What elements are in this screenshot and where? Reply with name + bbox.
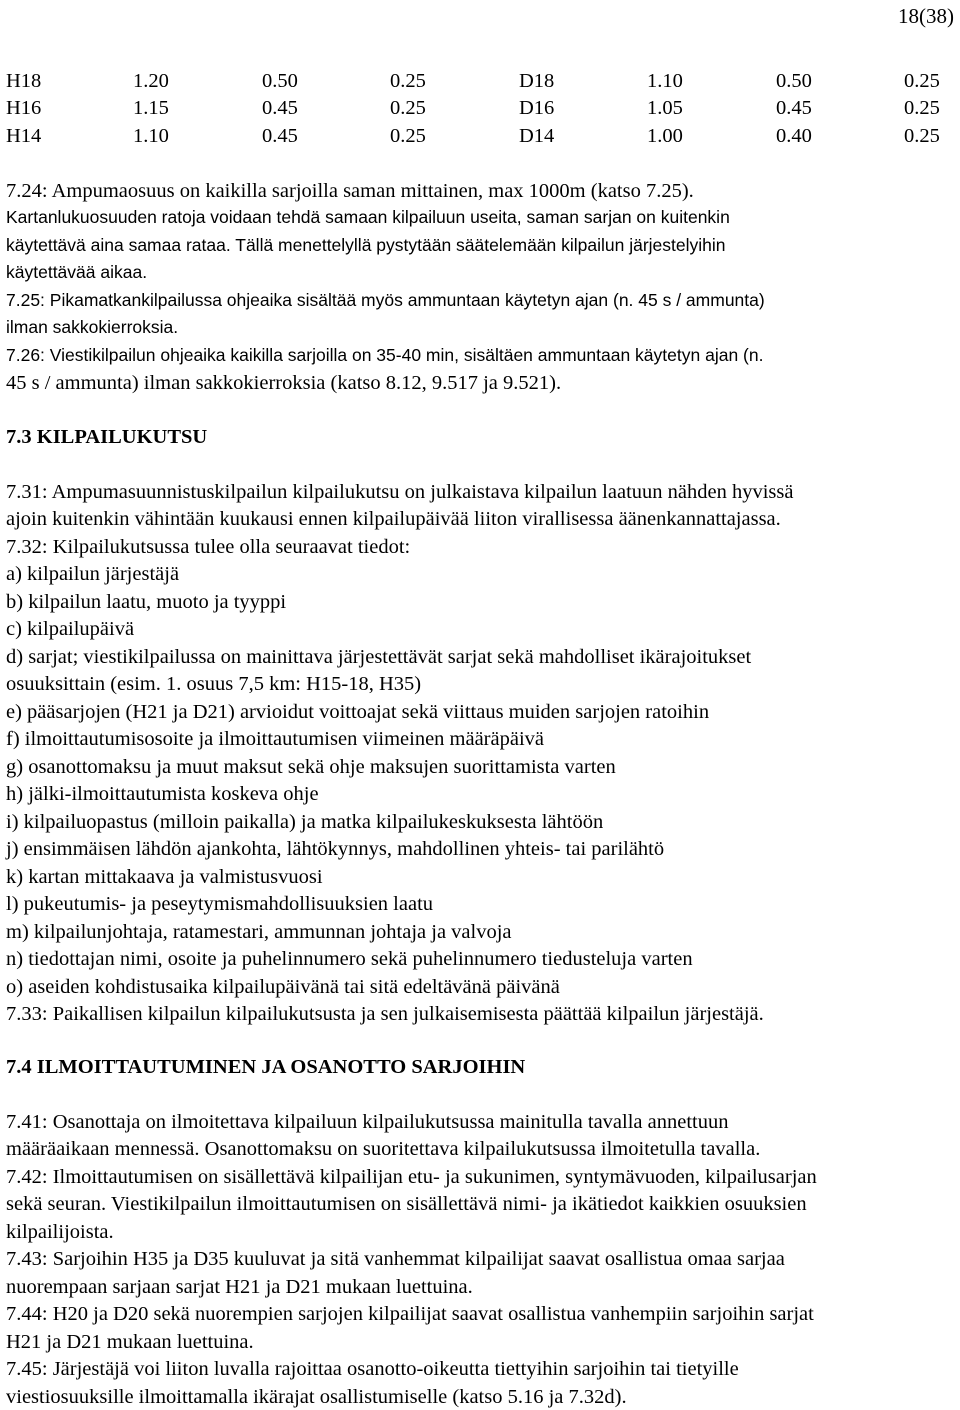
text-line: a) kilpailun järjestäjä	[6, 563, 180, 585]
text-line: o) aseiden kohdistusaika kilpailupäivänä tai sitä edeltävänä päivänä	[6, 976, 560, 998]
text-line: 7.26: Viestikilpailun ohjeaika kaikilla sarjoilla on 35-40 min, sisältäen ammuntaan käytetyn ajan (n.	[6, 345, 764, 365]
text-line: 7.25: Pikamatkankilpailussa ohjeaika sisältää myös ammuntaan käytetyn ajan (n. 45 s / ammunta)	[6, 290, 765, 310]
section-heading: 7.4 ILMOITTAUTUMINEN JA OSANOTTO SARJOIHIN	[6, 1056, 526, 1078]
page-number: 18(38)	[898, 4, 954, 28]
table-cell: 0.45	[262, 125, 298, 147]
text-line: 7.42: Ilmoittautumisen on sisällettävä kilpailijan etu- ja sukunimen, syntymävuoden, kilpailusarjan	[6, 1166, 817, 1188]
text-line: m) kilpailunjohtaja, ratamestari, ammunnan johtaja ja valvoja	[6, 921, 512, 943]
text-line: viestiosuuksille ilmoittamalla ikärajat osallistumiselle (katso 5.16 ja 7.32d).	[6, 1386, 627, 1408]
text-line: 45 s / ammunta) ilman sakkokierroksia (katso 8.12, 9.517 ja 9.521).	[6, 372, 562, 394]
table-cell: 0.50	[262, 70, 298, 92]
text-line: k) kartan mittakaava ja valmistusvuosi	[6, 866, 323, 888]
text-line: b) kilpailun laatu, muoto ja tyyppi	[6, 591, 287, 613]
text-line: f) ilmoittautumisosoite ja ilmoittautumisen viimeinen määräpäivä	[6, 728, 545, 750]
table-cell: 0.50	[776, 70, 812, 92]
text-line: 7.43: Sarjoihin H35 ja D35 kuuluvat ja sitä vanhemmat kilpailijat saavat osallistua omaa sarjaa	[6, 1248, 785, 1270]
text-line: e) pääsarjojen (H21 ja D21) arvioidut voittoajat sekä viittaus muiden sarjojen ratoihin	[6, 701, 710, 723]
text-line: sekä seuran. Viestikilpailun ilmoittautumisen on sisällettävä nimi- ja ikätiedot kaikkien osuuksien	[6, 1193, 807, 1215]
text-line: i) kilpailuopastus (milloin paikalla) ja matka kilpailukeskuksesta lähtöön	[6, 811, 604, 833]
text-line: nuorempaan sarjaan sarjat H21 ja D21 mukaan luettuina.	[6, 1276, 473, 1298]
text-line: 7.41: Osanottaja on ilmoitettava kilpailuun kilpailukutsussa mainitulla tavalla annettuun	[6, 1111, 729, 1133]
text-line: l) pukeutumis- ja peseytymismahdollisuuksien laatu	[6, 893, 434, 915]
text-line: g) osanottomaksu ja muut maksut sekä ohje maksujen suorittamista varten	[6, 756, 616, 778]
text-line: Kartanlukuosuuden ratoja voidaan tehdä samaan kilpailuun useita, saman sarjan on kuitenkin	[6, 207, 730, 227]
text-line: j) ensimmäisen lähdön ajankohta, lähtökynnys, mahdollinen yhteis- tai parilähtö	[6, 838, 665, 860]
table-cell: 0.45	[776, 97, 812, 119]
text-line: 7.33: Paikallisen kilpailun kilpailukutsusta ja sen julkaisemisesta päättää kilpailun järjestäjä.	[6, 1003, 764, 1025]
table-cell: H14	[6, 125, 42, 147]
table-cell: D18	[519, 70, 555, 92]
text-line: 7.45: Järjestäjä voi liiton luvalla rajoittaa osanotto-oikeutta tiettyihin sarjoihin tai tietyille	[6, 1358, 739, 1380]
text-line: 7.32: Kilpailukutsussa tulee olla seuraavat tiedot:	[6, 536, 411, 558]
table-cell: 1.20	[133, 70, 169, 92]
table-cell: 0.25	[904, 97, 940, 119]
table-cell: 0.25	[904, 125, 940, 147]
table-cell: D14	[519, 125, 555, 147]
text-line: osuuksittain (esim. 1. osuus 7,5 km: H15-18, H35)	[6, 673, 422, 695]
table-cell: 1.15	[133, 97, 169, 119]
text-line: h) jälki-ilmoittautumista koskeva ohje	[6, 783, 319, 805]
table-cell: H18	[6, 70, 42, 92]
text-line: n) tiedottajan nimi, osoite ja puhelinnumero sekä puhelinnumero tiedusteluja varten	[6, 948, 693, 970]
text-line: ajoin kuitenkin vähintään kuukausi ennen kilpailupäivää liiton virallisessa äänenkannattajassa.	[6, 508, 781, 530]
table-cell: 0.40	[776, 125, 812, 147]
text-line: d) sarjat; viestikilpailussa on mainittava järjestettävät sarjat sekä mahdolliset ikärajoitukset	[6, 646, 752, 668]
table-cell: 1.10	[647, 70, 683, 92]
text-line: käytettävä aina samaa rataa. Tällä menettelyllä pystytään säätelemään kilpailun järjestelyihin	[6, 235, 726, 255]
table-cell: H16	[6, 97, 42, 119]
text-line: kilpailijoista.	[6, 1221, 114, 1243]
text-line: c) kilpailupäivä	[6, 618, 135, 640]
table-cell: 0.25	[390, 70, 426, 92]
text-line: 7.31: Ampumasuunnistuskilpailun kilpailukutsu on julkaistava kilpailun laatuun nähden hyvissä	[6, 481, 794, 503]
section-heading: 7.3 KILPAILUKUTSU	[6, 426, 208, 448]
text-line: 7.24: Ampumaosuus on kaikilla sarjoilla saman mittainen, max 1000m (katso 7.25).	[6, 180, 694, 202]
table-cell: 1.10	[133, 125, 169, 147]
table-cell: 0.25	[904, 70, 940, 92]
text-line: H21 ja D21 mukaan luettuina.	[6, 1331, 254, 1353]
text-line: käytettävää aikaa.	[6, 262, 148, 282]
table-cell: 0.25	[390, 125, 426, 147]
table-cell: 0.45	[262, 97, 298, 119]
text-line: 7.44: H20 ja D20 sekä nuorempien sarjojen kilpailijat saavat osallistua vanhempiin sarjoihin sarjat	[6, 1303, 814, 1325]
text-line: määräaikaan mennessä. Osanottomaksu on suoritettava kilpailukutsussa ilmoitetulla tavalla.	[6, 1138, 761, 1160]
table-cell: D16	[519, 97, 555, 119]
text-line: ilman sakkokierroksia.	[6, 317, 179, 337]
table-cell: 0.25	[390, 97, 426, 119]
table-cell: 1.00	[647, 125, 683, 147]
table-cell: 1.05	[647, 97, 683, 119]
